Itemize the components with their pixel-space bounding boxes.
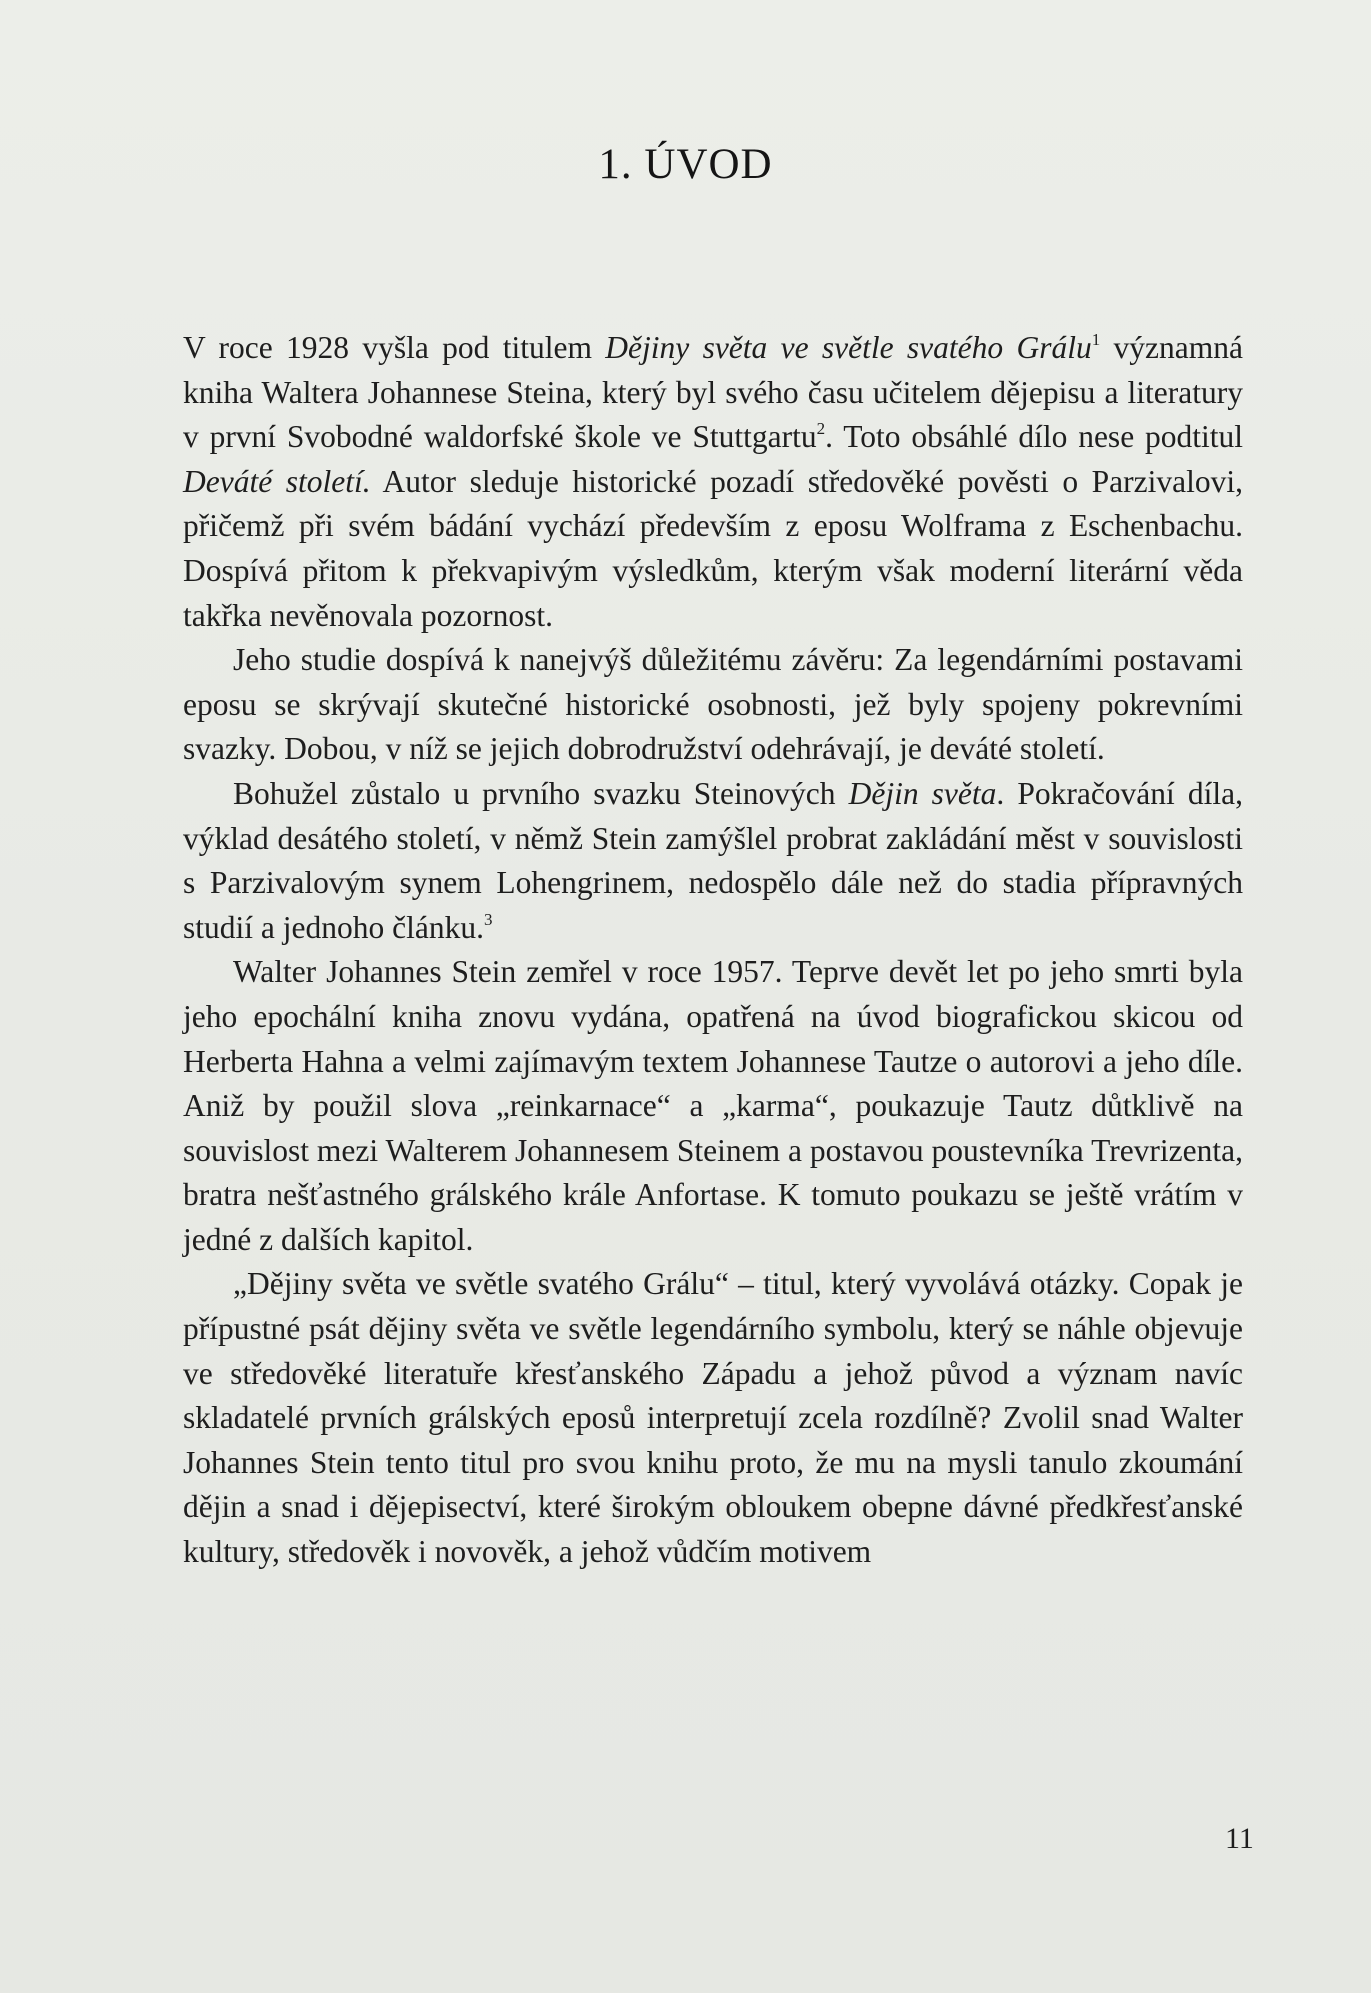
paragraph-2: Jeho studie dospívá k nanejvýš důležitému závěru: Za legendárními postavami eposu se skrývají skutečné historické osobnosti, jež byly spojeny pokrevními svazky. Dobou, v níž se jejich dobrodružství odehrávají, je deváté století. <box>183 642 1243 767</box>
page-number: 11 <box>1225 1822 1254 1855</box>
footnote-ref-2[interactable]: 2 <box>816 419 826 439</box>
paragraph-4: Walter Johannes Stein zemřel v roce 1957. Teprve devět let po jeho smrti byla jeho epochální kniha znovu vydána, opatřená na úvod biografickou skicou od Herberta Hahna a velmi zajímavým textem Johannese Tautze o autorovi a jeho díle. Aniž by použil slova „reinkarnace“ a „karma“, poukazuje Tautz důtklivě na souvislost mezi Walterem Johannesem Steinem a postavou poustevníka Trevrizenta, bratra nešťastného grálského krále Anfortase. K tomuto poukazu se ještě vrátím v jedné z dalších kapitol. <box>183 954 1243 1257</box>
paragraph-1-text-c: . Toto obsáhlé dílo nese podtitul <box>825 419 1243 455</box>
footnote-ref-1[interactable]: 1 <box>1091 330 1101 349</box>
paragraph-3-text-a: Bohužel zůstalo u prvního svazku Steinových <box>233 775 849 811</box>
paragraph-3-text-b: . Pokračování díla, výklad desátého století, v němž Stein zamýšlel probrat zakládání měst v souvislosti s Parzivalovým synem Lohengrinem, nedospělo dále než do stadia přípravných studií a jednoho článku. <box>183 775 1243 945</box>
paragraph-1-text-d: Autor sleduje historické pozadí středověké pověsti o Parzivalovi, přičemž při svém bádání vychází především z eposu Wolframa z Eschenbachu. Dospívá přitom k překvapivým výsledkům, kterým však moderní literární věda takřka nevěnovala pozornost. <box>183 463 1243 633</box>
paragraph-1-text-a: V roce 1928 vyšla pod titulem <box>183 330 606 365</box>
paragraph-1-text-b: významná kniha Waltera Johannese Steina, který byl svého času učitelem dějepisu a literatury v první Svobodné waldorfské škole ve Stuttgartu <box>183 330 1243 455</box>
body-text <box>183 326 1243 1575</box>
dejiny-sveta-italic: Dějin světa <box>848 775 997 811</box>
chapter-title: 1. ÚVOD <box>598 141 773 188</box>
footnote-ref-3[interactable]: 3 <box>483 909 493 929</box>
subtitle-italic: Deváté století. <box>183 463 371 499</box>
paragraph-3 <box>183 772 1243 950</box>
paragraph-5: „Dějiny světa ve světle svatého Grálu“ – titul, který vyvolává otázky. Copak je přípustné psát dějiny světa ve světle legendárního symbolu, který se náhle objevuje ve středověké literatuře křesťanského Západu a jehož původ a význam navíc skladatelé prvních grálských eposů interpretují zcela rozdílně? Zvolil snad Walter Johannes Stein tento titul pro svou knihu proto, že mu na mysli tanulo zkoumání dějin a snad i dějepisectví, které širokým obloukem obepne dávné předkřesťanské kultury, středověk i novověk, a jehož vůdčím motivem <box>183 1266 1243 1570</box>
book-title-italic: Dějiny světa ve světle svatého Grálu <box>605 330 1092 365</box>
paragraph-1 <box>183 326 1243 638</box>
